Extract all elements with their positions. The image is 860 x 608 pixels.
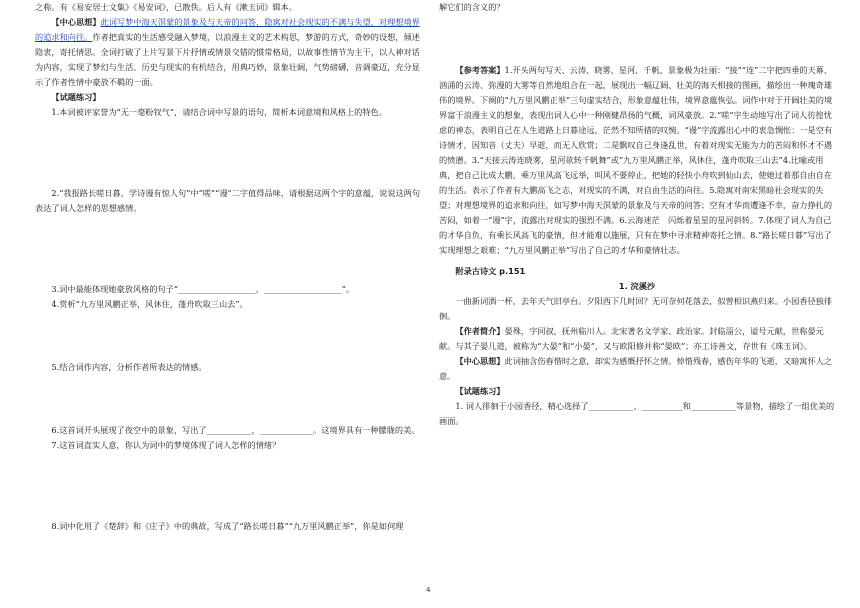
answer-space [35,453,427,519]
question-6: 6.这首词开头展现了夜空中的景象，写出了___________，_____________。这境界具有一种朦胧的美。 [51,425,420,435]
central-thought-text: 作者把真实的生活感受融入梦境，以浪漫主义的艺术构思，梦游的方式，奇妙的设想，倾述隐衷，寄托情思。全词打破了上片写景下片抒情或情景交错的惯常格局，以故事性情节为主干，以人神对话为内容，实现了梦幻与生活、历史与现实的有机结合，用典巧妙，景象壮阔，气势磅礴，音调豪迈，充分显示了作者性情中豪放不羁的一面。 [35,32,420,87]
practice-label-2: 【试题练习】 [455,386,505,396]
answer-space [35,216,427,282]
answer-space [35,312,427,360]
author-intro-label: 【作者简介】 [455,326,505,336]
central-thought-2 [439,354,835,384]
reference-answers-label: 【参考答案】 [455,65,505,75]
reference-answers-text: 1.开头两句写天、云涛、晓雾、星河、千帆，景象极为壮丽：“接”“连”二字把四垂的天幕、汹涌的云涛、弥漫的大雾等自然地组合在一起，展现出一幅辽阔、壮美的海天相接的图画，描绘出一种瑰奇雄伟的境界。下阕的“九万里风鹏正举”三句虚实结合，形象意蕴壮伟，境界意蕴恢弘。词作中对于开阔壮美的境界富于浪漫主义的想象，表现出词人心中一种刚健昂扬的气概，词风豪放。2.“嗟”字生动地写出了词人彷徨忧虑的神态，表明自己在人生道路上日暮途远，茫然不知所措的叹惋。“谩”字流露出心中的衷急惆怅：一是空有诗情才，因知音（丈夫）早逝，而无人欣赏；二是飘叹自己身逢乱世，有着对现实无能为力的苦闷和怀才不遇的愤懑。3.“天接云涛连晓雾，星河欲转千帆舞”或“九万里风鹏正举，风休住，蓬舟吹取三山去”4.比喻或用典，把自己比成大鹏，乘万里风高飞远举，叫风不要停止，把她的轻快小舟吹到仙山去，使她过着那自由自在的生活。表示了作者有大鹏高飞之志，对现实的不满，对自由生活的向往。5.隐寓对南宋黑暗社会现实的失望；对理想境界的追求和向往，如写梦中海天溟蒙的景象及与天帝的问答；空有才华而遭逢不幸，奋力挣扎的苦闷，如着一“谩”字，流露出对现实的强烈不满。6.云海迷茫 闪烁着星星的星河斜转。7.体现了词人为自己的才华自负，有乘长风高飞的豪情，但才能难以施展，只有在梦中寻求精神寄托之情。8.“路长嗟日暮”写出了实现理想之艰难；“九万里风鹏正举”写出了自己的才华和豪情壮志。 [439,65,833,255]
author-intro [439,324,835,354]
intro-line: 之称。有《易安居士文集》《易安词》，已散佚。后人有《漱玉词》辑本。 [35,2,297,12]
poem-text: 一曲新词酒一杯，去年天气旧亭台。夕阳西下几时回？无可奈何花落去，似曾相识燕归来。小园香径独徘徊。 [439,296,833,321]
poem-question-1: 1. 词人徘徊于小园香径，精心选择了___________、__________和___________等景物，描绘了一组优美的画面。 [439,401,835,426]
left-column [35,0,427,534]
central-thought-2-text: 此词抽含伤春惜时之意，却实为感慨抒怀之情。悼惜残春，感伤年华的飞逝，又暗寓怀人之意。 [439,356,833,381]
appendix-title: 附录古诗文 p.151 [455,266,526,276]
question-3: 3.词中最能体现她豪放风格的句子“___________________，___________________”。 [51,284,355,294]
practice-label: 【试题练习】 [51,92,101,102]
question-2: 2.“我报路长嗟日暮，学诗谩有惊人句”中“嗟”“谩”二字值得品味，请根据这两个字的意蕴，说说这两句表达了词人怎样的思想感情。 [35,188,421,213]
central-thought-2-label: 【中心思想】 [455,356,505,366]
author-intro-text: 晏殊，字同叔，抚州临川人。北宋著名文学家、政治家。封临淄公，谥号元献，世称晏元献。与其子晏几道，被称为“大晏”和“小晏”，又与欧阳修并称“晏欧”；亦工诗善文，存世有《珠玉词》。 [439,326,824,351]
answer-space [35,120,427,186]
question-1: 1.本词被评家誉为“无一毫粉钗气”，请结合词中写景的语句，简析本词意境和风格上的特色。 [51,107,387,117]
reference-answers [439,63,835,258]
question-8-continued: 解它们的含义的？ [439,2,505,12]
central-thought-highlight: 此词写梦中海天溟蒙的景象及与天帝的问答，隐寓对社会现实的不满与失望，对理想境界的追求和向往。 [35,17,420,42]
question-4: 4.赏析“九万里风鹏正举，风休住，蓬舟吹取三山去”。 [51,299,248,309]
right-column [439,0,835,429]
answer-space [35,375,427,423]
poem-title: 1. 浣溪沙 [618,281,656,291]
answer-space [439,15,835,63]
page-number: 4 [426,586,431,594]
central-thought-paragraph [35,15,427,90]
central-thought-label: 【中心思想】 [51,17,101,27]
question-8: 8.词中化用了《楚辞》和《庄子》中的典故，写成了“路长嗟日暮”“九万里风鹏正举”，你是如何理 [51,521,404,531]
question-5: 5.结合词作内容，分析作者所表达的情感。 [51,362,207,372]
question-7: 7.这首词直实人意，你认为词中的梦境体现了词人怎样的情绪？ [51,440,281,450]
